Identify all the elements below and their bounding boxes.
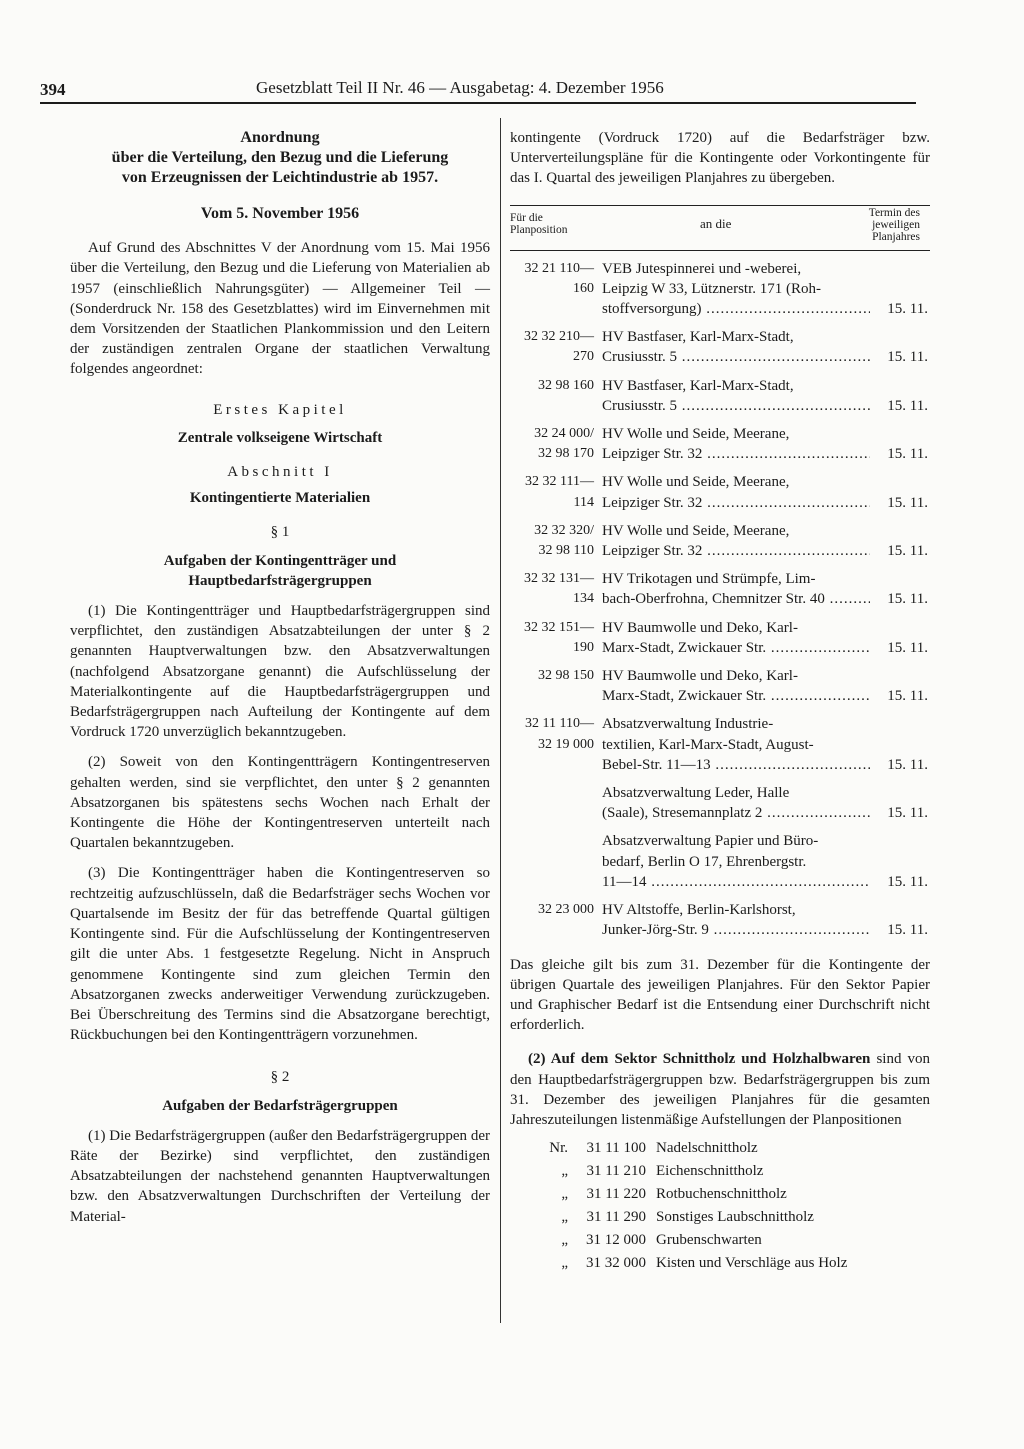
recipient-line: textilien, Karl-Marx-Stadt, August- bbox=[602, 736, 814, 753]
planposition-cell bbox=[510, 666, 594, 706]
list-item bbox=[510, 1184, 930, 1207]
page-number: 394 bbox=[40, 80, 66, 99]
paragraph-2-heading: § 2 bbox=[270, 1069, 290, 1086]
list-prefix: „ bbox=[561, 1186, 568, 1203]
recipient-line: VEB Jutespinnerei und -weberei, bbox=[602, 260, 802, 277]
table-row bbox=[510, 666, 930, 706]
recipient-line: HV Wolle und Seide, Meerane, bbox=[602, 522, 790, 539]
header-line: Planposition bbox=[510, 223, 568, 236]
recipient-cell bbox=[594, 424, 870, 464]
list-prefix: „ bbox=[561, 1163, 568, 1180]
recipient-cell bbox=[594, 569, 870, 609]
recipient-line: HV Baumwolle und Deko, Karl- bbox=[602, 668, 798, 685]
planposition-cell bbox=[510, 327, 594, 367]
deadline-cell: 15. 11. bbox=[887, 301, 928, 317]
recipient-cell bbox=[594, 521, 870, 561]
heading-line: Anordnung bbox=[240, 129, 320, 146]
deadline-cell: 15. 11. bbox=[887, 543, 928, 560]
planposition-line: 32 23 000 bbox=[538, 902, 594, 918]
title-line: Aufgaben der Kontingentträger und bbox=[163, 552, 397, 569]
list-prefix: „ bbox=[561, 1209, 568, 1226]
list-code: 31 11 100 bbox=[586, 1140, 646, 1157]
table-row bbox=[510, 424, 930, 464]
recipient-line: Crusiusstr. 5 ..... bbox=[602, 396, 870, 416]
list-prefix: Nr. bbox=[549, 1140, 568, 1157]
recipient-cell bbox=[594, 714, 870, 775]
clause-2-paragraph bbox=[510, 1049, 930, 1130]
planposition-line: 32 98 110 bbox=[538, 543, 594, 559]
deadline-cell: 15. 11. bbox=[887, 446, 928, 463]
list-code: 31 11 210 bbox=[586, 1163, 646, 1180]
recipient-cell bbox=[594, 666, 870, 706]
page-header bbox=[40, 78, 916, 104]
recipient-line: Leipziger Str. 32 ..... bbox=[602, 493, 870, 513]
recipient-cell bbox=[594, 259, 870, 320]
table-row bbox=[510, 327, 930, 367]
left-column bbox=[70, 128, 490, 1227]
planposition-cell bbox=[510, 472, 594, 512]
recipient-line: 11—14 ..... bbox=[602, 872, 870, 892]
planposition-line: 32 19 000 bbox=[538, 736, 594, 752]
recipient-cell bbox=[594, 472, 870, 512]
clause-2-lead: (2) Auf dem Sektor Schnittholz und Holzhalbwaren bbox=[528, 1051, 871, 1068]
list-name: Eichenschnittholz bbox=[656, 1163, 764, 1180]
planposition-line: 32 11 110— bbox=[525, 716, 594, 732]
planposition-line: 32 32 320/ bbox=[534, 522, 594, 538]
table-row bbox=[510, 521, 930, 561]
planposition-cell bbox=[510, 569, 594, 609]
recipient-cell bbox=[594, 900, 870, 940]
header-deadline bbox=[869, 207, 920, 243]
list-item bbox=[510, 1230, 930, 1253]
deadline-cell: 15. 11. bbox=[887, 494, 928, 511]
list-item bbox=[510, 1253, 930, 1276]
recipient-line: Bebel-Str. 11—13 ..... bbox=[602, 755, 870, 775]
ordinance-heading bbox=[70, 128, 490, 188]
planposition-cell bbox=[510, 900, 594, 940]
deadline-cell: 15. 11. bbox=[887, 349, 928, 366]
planposition-line: 114 bbox=[573, 494, 594, 510]
paragraph-1-clause-2: (2) Soweit von den Kontingentträgern Kontingentreserven gehalten werden, sind sie verpflichtet, den unter § 2 genannten Absatzorganen bis spätestens sechs Wochen nach Erhalt der Kontingente die Höhe der Kontingentreserven unterteilt nach Quartalen bekanntzugeben. bbox=[70, 754, 490, 852]
planposition-line: 160 bbox=[573, 280, 594, 296]
recipient-line: HV Baumwolle und Deko, Karl- bbox=[602, 619, 798, 636]
chapter-title: Zentrale volkseigene Wirtschaft bbox=[177, 429, 383, 446]
planposition-cell bbox=[510, 521, 594, 561]
list-code: 31 32 000 bbox=[586, 1255, 646, 1272]
header-line: Für die bbox=[510, 211, 543, 224]
clause-2-text: sind von den Hauptbedarfsträgergruppen bzw. Bedarfsträgergruppen bis zum 31. Dezember des jeweiligen Planjahres für die gesamten Jahreszuteilungen listenmäßige Aufstellungen der Planpositionen bbox=[510, 1051, 930, 1128]
planposition-line: 134 bbox=[573, 591, 594, 607]
gazette-title: Gesetzblatt Teil II Nr. 46 — Ausgabetag: 4. Dezember 1956 bbox=[256, 78, 664, 97]
list-name: Kisten und Verschläge aus Holz bbox=[656, 1255, 848, 1272]
recipient-cell bbox=[594, 783, 870, 823]
paragraph-1-clause-1: (1) Die Kontingentträger und Hauptbedarfsträgergruppen sind verpflichtet, den zuständigen Absatzabteilungen der unter § 2 genannten Hauptverwaltungen bzw. den Absatzverwaltungen (nachfolgend Absatzorgane genannt) die Aufschlüsselung der Materialkontingente auf die Hauptbedarfsträgergruppen und Bedarfsträgergruppen nach Aufteilung der Kontingente auf dem Vordruck 1720 unverzüglich bekanntzugeben. bbox=[70, 603, 490, 741]
paragraph-1-heading: § 1 bbox=[270, 524, 290, 541]
paragraph-2-title: Aufgaben der Bedarfsträgergruppen bbox=[162, 1097, 398, 1114]
list-name: Nadelschnittholz bbox=[656, 1140, 758, 1157]
deadline-cell: 15. 11. bbox=[887, 591, 928, 608]
deadline-cell: 15. 11. bbox=[887, 688, 928, 705]
paragraph-1-title bbox=[70, 551, 490, 591]
deadline-cell: 15. 11. bbox=[887, 805, 928, 822]
planposition-cell bbox=[510, 376, 594, 416]
list-code: 31 11 290 bbox=[586, 1209, 646, 1226]
recipient-line: Absatzverwaltung Papier und Büro- bbox=[602, 833, 819, 850]
recipient-cell bbox=[594, 618, 870, 658]
section-heading: Abschnitt I bbox=[227, 464, 333, 481]
header-line: Termin des bbox=[868, 206, 920, 219]
planposition-cell bbox=[510, 783, 594, 823]
recipient-line: HV Wolle und Seide, Meerane, bbox=[602, 474, 790, 491]
recipient-line: Crusiusstr. 5 ..... bbox=[602, 347, 870, 367]
list-item bbox=[510, 1161, 930, 1184]
section-title: Kontingentierte Materialien bbox=[189, 490, 371, 507]
recipient-line: Leipziger Str. 32 ..... bbox=[602, 444, 870, 464]
recipient-line: HV Wolle und Seide, Meerane, bbox=[602, 426, 790, 443]
recipient-line: HV Bastfaser, Karl-Marx-Stadt, bbox=[602, 377, 794, 394]
header-line: Planjahres bbox=[872, 230, 920, 243]
planposition-line: 190 bbox=[573, 639, 594, 655]
list-item bbox=[510, 1207, 930, 1230]
recipient-line: Absatzverwaltung Industrie- bbox=[602, 716, 774, 733]
table-row bbox=[510, 376, 930, 416]
heading-line: über die Verteilung, den Bezug und die Lieferung bbox=[111, 149, 449, 166]
planposition-cell bbox=[510, 618, 594, 658]
table-row bbox=[510, 714, 930, 775]
ordinance-date: Vom 5. November 1956 bbox=[200, 205, 360, 222]
list-name: Sonstiges Laubschnittholz bbox=[656, 1209, 814, 1226]
column-divider bbox=[500, 118, 501, 1323]
recipient-cell bbox=[594, 831, 870, 892]
planposition-line: 32 32 111— bbox=[525, 474, 594, 490]
recipient-line: Junker-Jörg-Str. 9 ..... bbox=[602, 920, 870, 940]
table-row bbox=[510, 618, 930, 658]
paragraph-1-clause-3: (3) Die Kontingentträger haben die Kontingentreserven so rechtzeitig aufzuschlüsseln, daß die Bedarfsträger sechs Wochen vor Quartalsende im Besitz der für das betreffende Quartal gültigen Kontingente sind. Für die Aufschlüsselung der Kontingentreserven gilt die unter Abs. 1 festgesetzte Regelung. Nicht in Anspruch genommene Kontingente sind zum gleichen Termin den Absatzorganen zwecks anderweitiger Verwendung zurückzugeben. Bei Überschreitung des Termins sind die Absatzorgane berechtigt, Rückbuchungen bei den Kontingentträgern vorzunehmen. bbox=[70, 865, 490, 1044]
deadline-cell: 15. 11. bbox=[887, 922, 928, 939]
recipient-line: bach-Oberfrohna, Chemnitzer Str. 40 ..... bbox=[602, 589, 870, 609]
recipient-cell bbox=[594, 376, 870, 416]
list-item bbox=[510, 1138, 930, 1161]
planposition-line: 32 32 131— bbox=[524, 571, 594, 587]
planposition-cell bbox=[510, 259, 594, 320]
heading-line: von Erzeugnissen der Leichtindustrie ab 1957. bbox=[121, 169, 439, 186]
table-row bbox=[510, 900, 930, 940]
intro-paragraph: Auf Grund des Abschnittes V der Anordnung vom 15. Mai 1956 über die Verteilung, den Bezug und die Lieferung von Materialien ab 1957 (einschließlich Nahrungsgüter) — Allgemeiner Teil — (Sonderdruck Nr. 158 des Gesetzblattes) wird im Einvernehmen mit dem Vorsitzenden der Staatlichen Plankommission und den Leitern der zuständigen zentralen Organe der staatlichen Verwaltung folgendes angeordnet: bbox=[70, 240, 490, 378]
planposition-line: 32 32 151— bbox=[524, 619, 594, 635]
list-code: 31 12 000 bbox=[586, 1232, 646, 1249]
planposition-line: 32 98 160 bbox=[538, 377, 594, 393]
list-prefix: „ bbox=[561, 1232, 568, 1249]
chapter-heading: Erstes Kapitel bbox=[213, 401, 347, 418]
header-line: jeweiligen bbox=[872, 218, 920, 231]
right-column bbox=[510, 128, 930, 1276]
list-code: 31 11 220 bbox=[586, 1186, 646, 1203]
header-planposition bbox=[510, 212, 568, 236]
deadline-cell: 15. 11. bbox=[887, 756, 928, 773]
planposition-line: 32 32 210— bbox=[524, 329, 594, 345]
continued-paragraph: kontingente (Vordruck 1720) auf die Bedarfsträger bzw. Unterverteilungspläne für die Kontingente oder Vorkontingente für das I. Quartal des jeweiligen Planjahres zu übergeben. bbox=[510, 130, 930, 187]
list-name: Rotbuchenschnittholz bbox=[656, 1186, 787, 1203]
planposition-cell bbox=[510, 714, 594, 775]
table-row bbox=[510, 831, 930, 892]
recipient-line: HV Trikotagen und Strümpfe, Lim- bbox=[602, 571, 816, 588]
recipient-line: stoffversorgung) ..... bbox=[602, 299, 870, 319]
after-table-paragraph: Das gleiche gilt bis zum 31. Dezember für die Kontingente der übrigen Quartale des jeweiligen Planjahres. Für den Sektor Papier und Graphischer Bedarf ist die Entsendung einer Durchschrift nicht erforderlich. bbox=[510, 956, 930, 1034]
recipient-cell bbox=[594, 327, 870, 367]
recipient-line: Marx-Stadt, Zwickauer Str. ..... bbox=[602, 686, 870, 706]
table-row bbox=[510, 472, 930, 512]
list-name: Grubenschwarten bbox=[656, 1232, 762, 1249]
planposition-cell bbox=[510, 831, 594, 892]
paragraph-2-clause-1: (1) Die Bedarfsträgergruppen (außer den Bedarfsträgergruppen der Räte der Bezirke) sind verpflichtet, den zuständigen Absatzabteilungen der nachstehend genannten Hauptverwaltungen bzw. den Absatzverwaltungen Durchschriften der Verteilung der Material- bbox=[70, 1127, 490, 1225]
deadline-cell: 15. 11. bbox=[887, 873, 928, 890]
planposition-line: 32 98 150 bbox=[538, 668, 594, 684]
table-row bbox=[510, 569, 930, 609]
recipient-line: HV Altstoffe, Berlin-Karlshorst, bbox=[602, 902, 796, 919]
planposition-line: 32 21 110— bbox=[524, 260, 594, 276]
deadline-cell: 15. 11. bbox=[887, 397, 928, 414]
table-header bbox=[510, 205, 930, 251]
planposition-line: 270 bbox=[573, 349, 594, 365]
planposition-cell bbox=[510, 424, 594, 464]
list-prefix: „ bbox=[561, 1255, 568, 1272]
table-row bbox=[510, 783, 930, 823]
recipient-line: Absatzverwaltung Leder, Halle bbox=[602, 785, 790, 802]
planposition-line: 32 98 170 bbox=[538, 446, 594, 462]
header-recipient: an die bbox=[700, 215, 732, 231]
recipient-line: Leipzig W 33, Lütznerstr. 171 (Roh- bbox=[602, 280, 821, 297]
title-line: Hauptbedarfsträgergruppen bbox=[188, 572, 372, 589]
recipient-line: Marx-Stadt, Zwickauer Str. ..... bbox=[602, 638, 870, 658]
table-row bbox=[510, 259, 930, 320]
planposition-line: 32 24 000/ bbox=[534, 426, 594, 442]
recipient-line: (Saale), Stresemannplatz 2 ..... bbox=[602, 803, 870, 823]
position-list bbox=[510, 1138, 930, 1276]
recipient-line: Leipziger Str. 32 ..... bbox=[602, 541, 870, 561]
distribution-table bbox=[510, 259, 930, 941]
recipient-line: HV Bastfaser, Karl-Marx-Stadt, bbox=[602, 329, 794, 346]
recipient-line: bedarf, Berlin O 17, Ehrenbergstr. bbox=[602, 853, 807, 870]
deadline-cell: 15. 11. bbox=[887, 639, 928, 656]
